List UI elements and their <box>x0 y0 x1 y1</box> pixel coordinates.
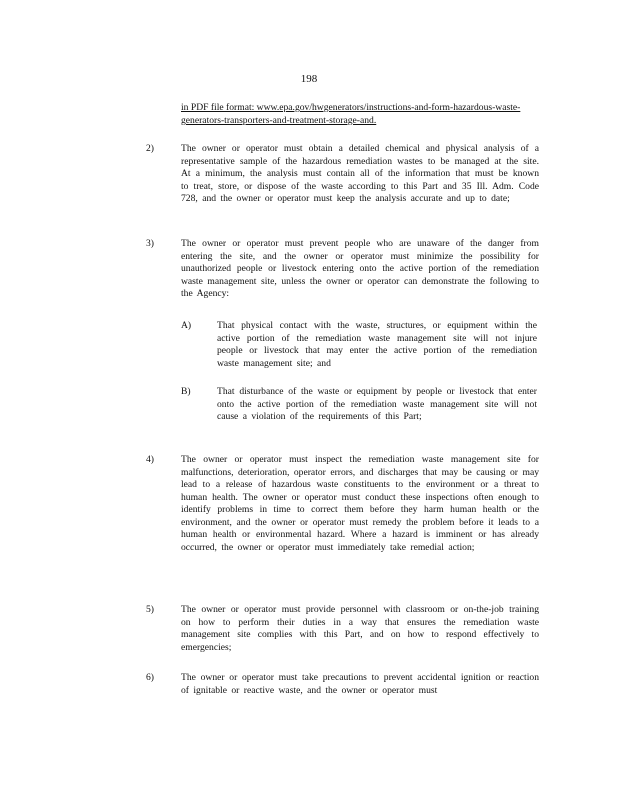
item-text: The owner or operator must take precautions to prevent accidental ignition or reaction of ignitable or reactive waste, and the owner or operator must <box>181 672 539 696</box>
item-number: 2) <box>146 143 154 154</box>
list-item <box>146 238 546 301</box>
list-item <box>146 672 546 697</box>
item-number: 6) <box>146 672 154 683</box>
item-text: The owner or operator must prevent people who are unaware of the danger from entering the site, and the owner or operator must minimize the possibility for unauthorized people or livestock entering onto the active portion of the remediation waste management site, unless the owner or operator can demonstrate the following to the Agency: <box>181 238 539 299</box>
subitem-text: That physical contact with the waste, structures, or equipment within the active portion of the remediation waste management site will not injure people or livestock that may enter the active portion of the remediation waste management site; and <box>217 320 537 369</box>
item-text: The owner or operator must provide personnel with classroom or on-the-job training on how to perform their duties in a way that ensures the remediation waste management site complies with this Part, and on how to respond effectively to emergencies; <box>181 604 539 653</box>
page-number: 198 <box>300 73 318 85</box>
subitem-number: B) <box>181 386 191 397</box>
pdf-link-text[interactable]: in PDF file format: www.epa.gov/hwgenerators/instructions-and-form-hazardous-waste-generators-transporters-and-treatment-storage-and. <box>181 102 521 126</box>
list-item <box>146 143 546 206</box>
subitem-number: A) <box>181 320 192 331</box>
item-number: 3) <box>146 238 154 249</box>
item-text: The owner or operator must obtain a detailed chemical and physical analysis of a representative sample of the hazardous remediation wastes to be managed at the site. At a minimum, the analysis must contain all of the information that must be known to treat, store, or dispose of the waste according to this Part and 35 Ill. Adm. Code 728, and the owner or operator must keep the analysis accurate and up to date; <box>181 143 539 204</box>
list-item <box>146 604 546 654</box>
item-number: 5) <box>146 604 154 615</box>
sub-list-item <box>181 320 541 370</box>
list-item <box>146 454 546 554</box>
sub-list-item <box>181 386 541 424</box>
item-text: The owner or operator must inspect the remediation waste management site for malfunctions, deterioration, operator errors, and discharges that may be causing or may lead to a release of hazardous waste constituents to the environment or a threat to human health. The owner or operator must conduct these inspections often enough to identify problems in time to correct them before they harm human health or the environment, and the owner or operator must remedy the problem before it leads to a human health or environmental hazard. Where a hazard is imminent or has already occurred, the owner or operator must immediately take remedial action; <box>181 454 539 553</box>
item-number: 4) <box>146 454 154 465</box>
subitem-text: That disturbance of the waste or equipment by people or livestock that enter onto the active portion of the remediation waste management site will not cause a violation of the requirements of this Part; <box>217 386 537 422</box>
